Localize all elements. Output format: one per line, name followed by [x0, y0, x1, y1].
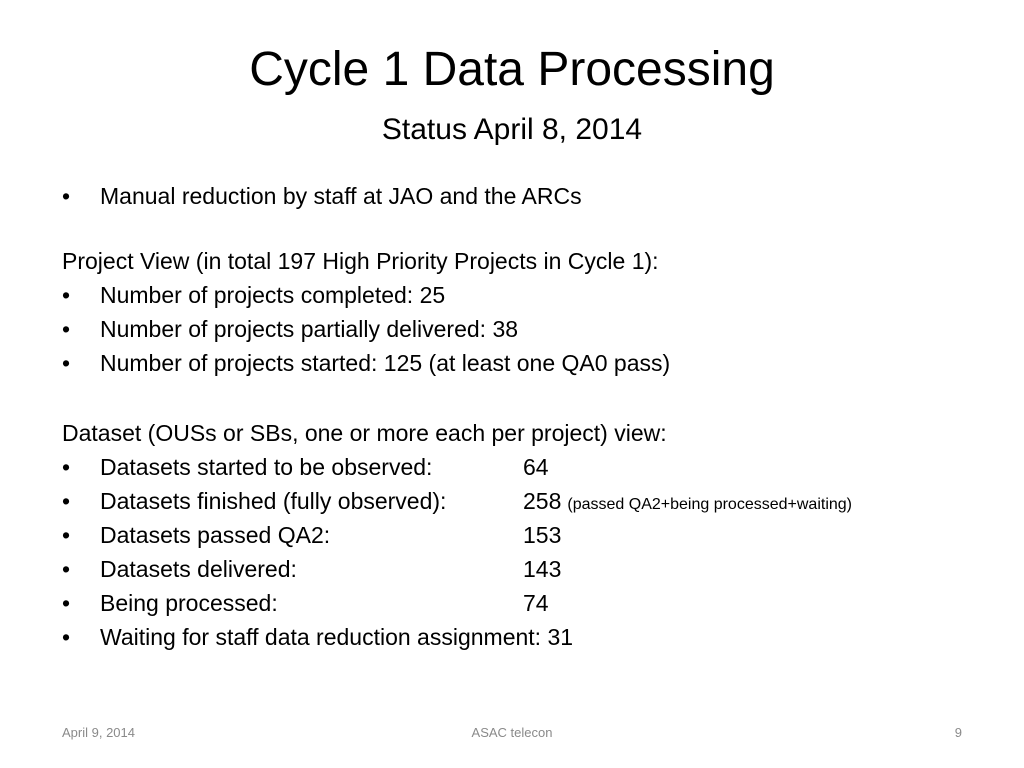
dataset-view-item: [62, 620, 982, 654]
dataset-item-label: Being processed:: [100, 590, 278, 616]
project-item-text: Number of projects completed: 25: [100, 282, 446, 308]
footer-center-text: ASAC telecon: [471, 725, 553, 740]
dataset-item-number: 143: [523, 556, 562, 582]
spacer: [62, 380, 982, 416]
dataset-view-heading: [62, 416, 982, 450]
intro-bullet-item: [62, 179, 982, 213]
dataset-view-heading-text: Dataset (OUSs or SBs, one or more each per project) view:: [62, 420, 667, 446]
bullet-marker: •: [62, 350, 71, 376]
dataset-item-value: [523, 586, 549, 620]
dataset-view-item: [62, 450, 982, 484]
dataset-view-item: [62, 484, 982, 518]
bullet-marker: •: [62, 454, 71, 480]
bullet-marker: •: [62, 282, 71, 308]
dataset-item-value: [523, 518, 561, 552]
dataset-view-item: [62, 518, 982, 552]
slide-subtitle: Status April 8, 2014: [381, 113, 643, 146]
dataset-item-note: (passed QA2+being processed+waiting): [567, 496, 852, 513]
dataset-item-label: Datasets started to be observed:: [100, 454, 433, 480]
dataset-item-value: [523, 552, 561, 586]
bullet-marker: •: [62, 556, 71, 582]
dataset-item-value: [523, 484, 852, 522]
intro-bullet-text: Manual reduction by staff at JAO and the ARCs: [100, 183, 582, 209]
dataset-view-item: [62, 552, 982, 586]
slide-content: [62, 179, 982, 654]
dataset-item-label: Datasets passed QA2:: [100, 522, 331, 548]
dataset-view-item: [62, 586, 982, 620]
slide-title: Cycle 1 Data Processing: [249, 43, 775, 96]
bullet-marker: •: [62, 624, 71, 650]
dataset-item-value: [523, 450, 549, 484]
project-view-heading: [62, 244, 982, 278]
dataset-last-item-text: Waiting for staff data reduction assignment: 31: [100, 624, 574, 650]
dataset-item-number: 64: [523, 454, 549, 480]
dataset-item-number: 258: [523, 488, 562, 514]
dataset-item-label: Datasets delivered:: [100, 556, 297, 582]
bullet-marker: •: [62, 522, 71, 548]
dataset-item-number: 153: [523, 522, 562, 548]
footer-page-number: 9: [954, 725, 962, 740]
bullet-marker: •: [62, 183, 71, 209]
project-view-item: [62, 346, 982, 380]
spacer: [62, 213, 982, 244]
footer-date: April 9, 2014: [62, 725, 135, 740]
dataset-item-label: Datasets finished (fully observed):: [100, 488, 447, 514]
project-view-heading-text: Project View (in total 197 High Priority Projects in Cycle 1):: [62, 248, 659, 274]
dataset-item-number: 74: [523, 590, 549, 616]
bullet-marker: •: [62, 316, 71, 342]
bullet-marker: •: [62, 590, 71, 616]
project-view-item: [62, 278, 982, 312]
project-item-text: Number of projects started: 125 (at least one QA0 pass): [100, 350, 671, 376]
project-view-item: [62, 312, 982, 346]
bullet-marker: •: [62, 488, 71, 514]
project-item-text: Number of projects partially delivered: 38: [100, 316, 519, 342]
